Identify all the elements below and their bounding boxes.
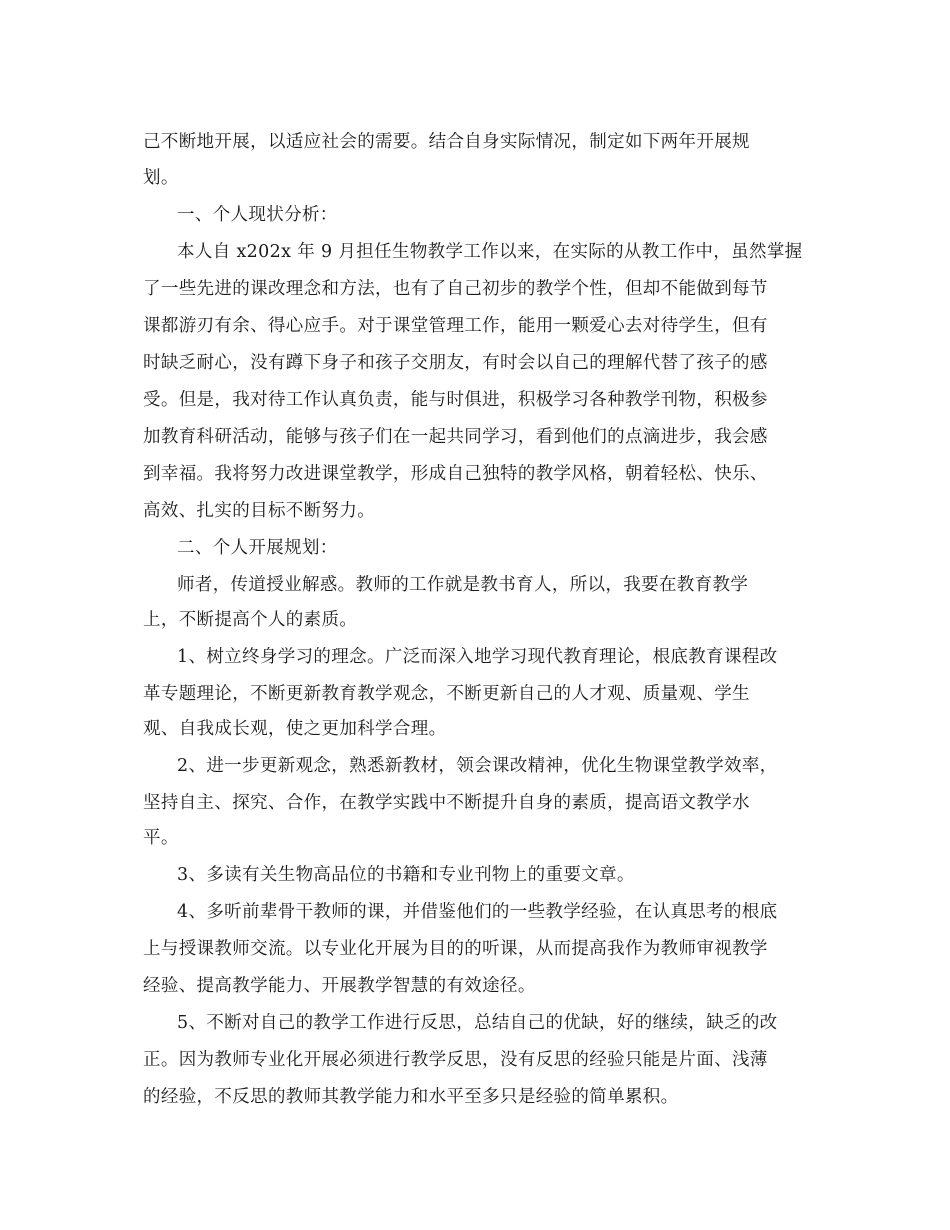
section-heading: 二、个人开展规划：	[177, 538, 338, 558]
text-line: 了一些先进的课改理念和方法，也有了自己初步的教学个性，但却不能做到每节	[143, 279, 768, 299]
text-line: 观、自我成长观，使之更加科学合理。	[143, 719, 447, 739]
list-item: 3、多读有关生物高品位的书籍和专业刊物上的重要文章。	[177, 865, 635, 885]
text-line: 本人自 x202x 年 9 月担任生物教学工作以来，在实际的从教工作中，虽然掌握	[177, 242, 803, 262]
list-item: 4、多听前辈骨干教师的课，并借鉴他们的一些教学经验，在认真思考的根底	[177, 902, 778, 922]
text-line: 上与授课教师交流。以专业化开展为目的的听课，从而提高我作为教师审视教学	[143, 939, 768, 959]
text-line: 划。	[143, 168, 179, 188]
text-line: 上，不断提高个人的素质。	[143, 610, 358, 630]
text-line: 正。因为教师专业化开展必须进行教学反思，没有反思的经验只能是片面、浅薄	[143, 1050, 768, 1070]
text-line: 经验、提高教学能力、开展教学智慧的有效途径。	[143, 976, 536, 996]
text-line: 坚持自主、探究、合作，在教学实践中不断提升自身的素质，提高语文教学水	[143, 793, 750, 813]
list-item: 2、进一步更新观念，熟悉新教材，领会课改精神，优化生物课堂教学效率，	[177, 756, 778, 776]
text-line: 师者，传道授业解惑。教师的工作就是教书育人，所以，我要在教育教学	[177, 575, 749, 595]
text-line: 平。	[143, 828, 179, 848]
list-item: 1、树立终身学习的理念。广泛而深入地学习现代教育理论，根底教育课程改	[177, 647, 778, 667]
text-line: 己不断地开展，以适应社会的需要。结合自身实际情况，制定如下两年开展规	[143, 132, 750, 152]
text-line: 时缺乏耐心，没有蹲下身子和孩子交朋友，有时会以自己的理解代替了孩子的感	[143, 353, 768, 373]
text-line: 到幸福。我将努力改进课堂教学，形成自己独特的教学风格，朝着轻松、快乐、	[143, 464, 768, 484]
text-line: 课都游刃有余、得心应手。对于课堂管理工作，能用一颗爱心去对待学生，但有	[143, 316, 768, 336]
text-line: 的经验，不反思的教师其教学能力和水平至多只是经验的简单累积。	[143, 1087, 679, 1107]
text-line: 加教育科研活动，能够与孩子们在一起共同学习，看到他们的点滴进步，我会感	[143, 427, 768, 447]
text-line: 高效、扎实的目标不断努力。	[143, 501, 376, 521]
section-heading: 一、个人现状分析：	[177, 205, 338, 225]
text-line: 革专题理论，不断更新教育教学观念，不断更新自己的人才观、质量观、学生	[143, 684, 750, 704]
text-line: 受。但是，我对待工作认真负责，能与时俱进，积极学习各种教学刊物，积极参	[143, 390, 768, 410]
list-item: 5、不断对自己的教学工作进行反思，总结自己的优缺，好的继续，缺乏的改	[177, 1013, 778, 1033]
